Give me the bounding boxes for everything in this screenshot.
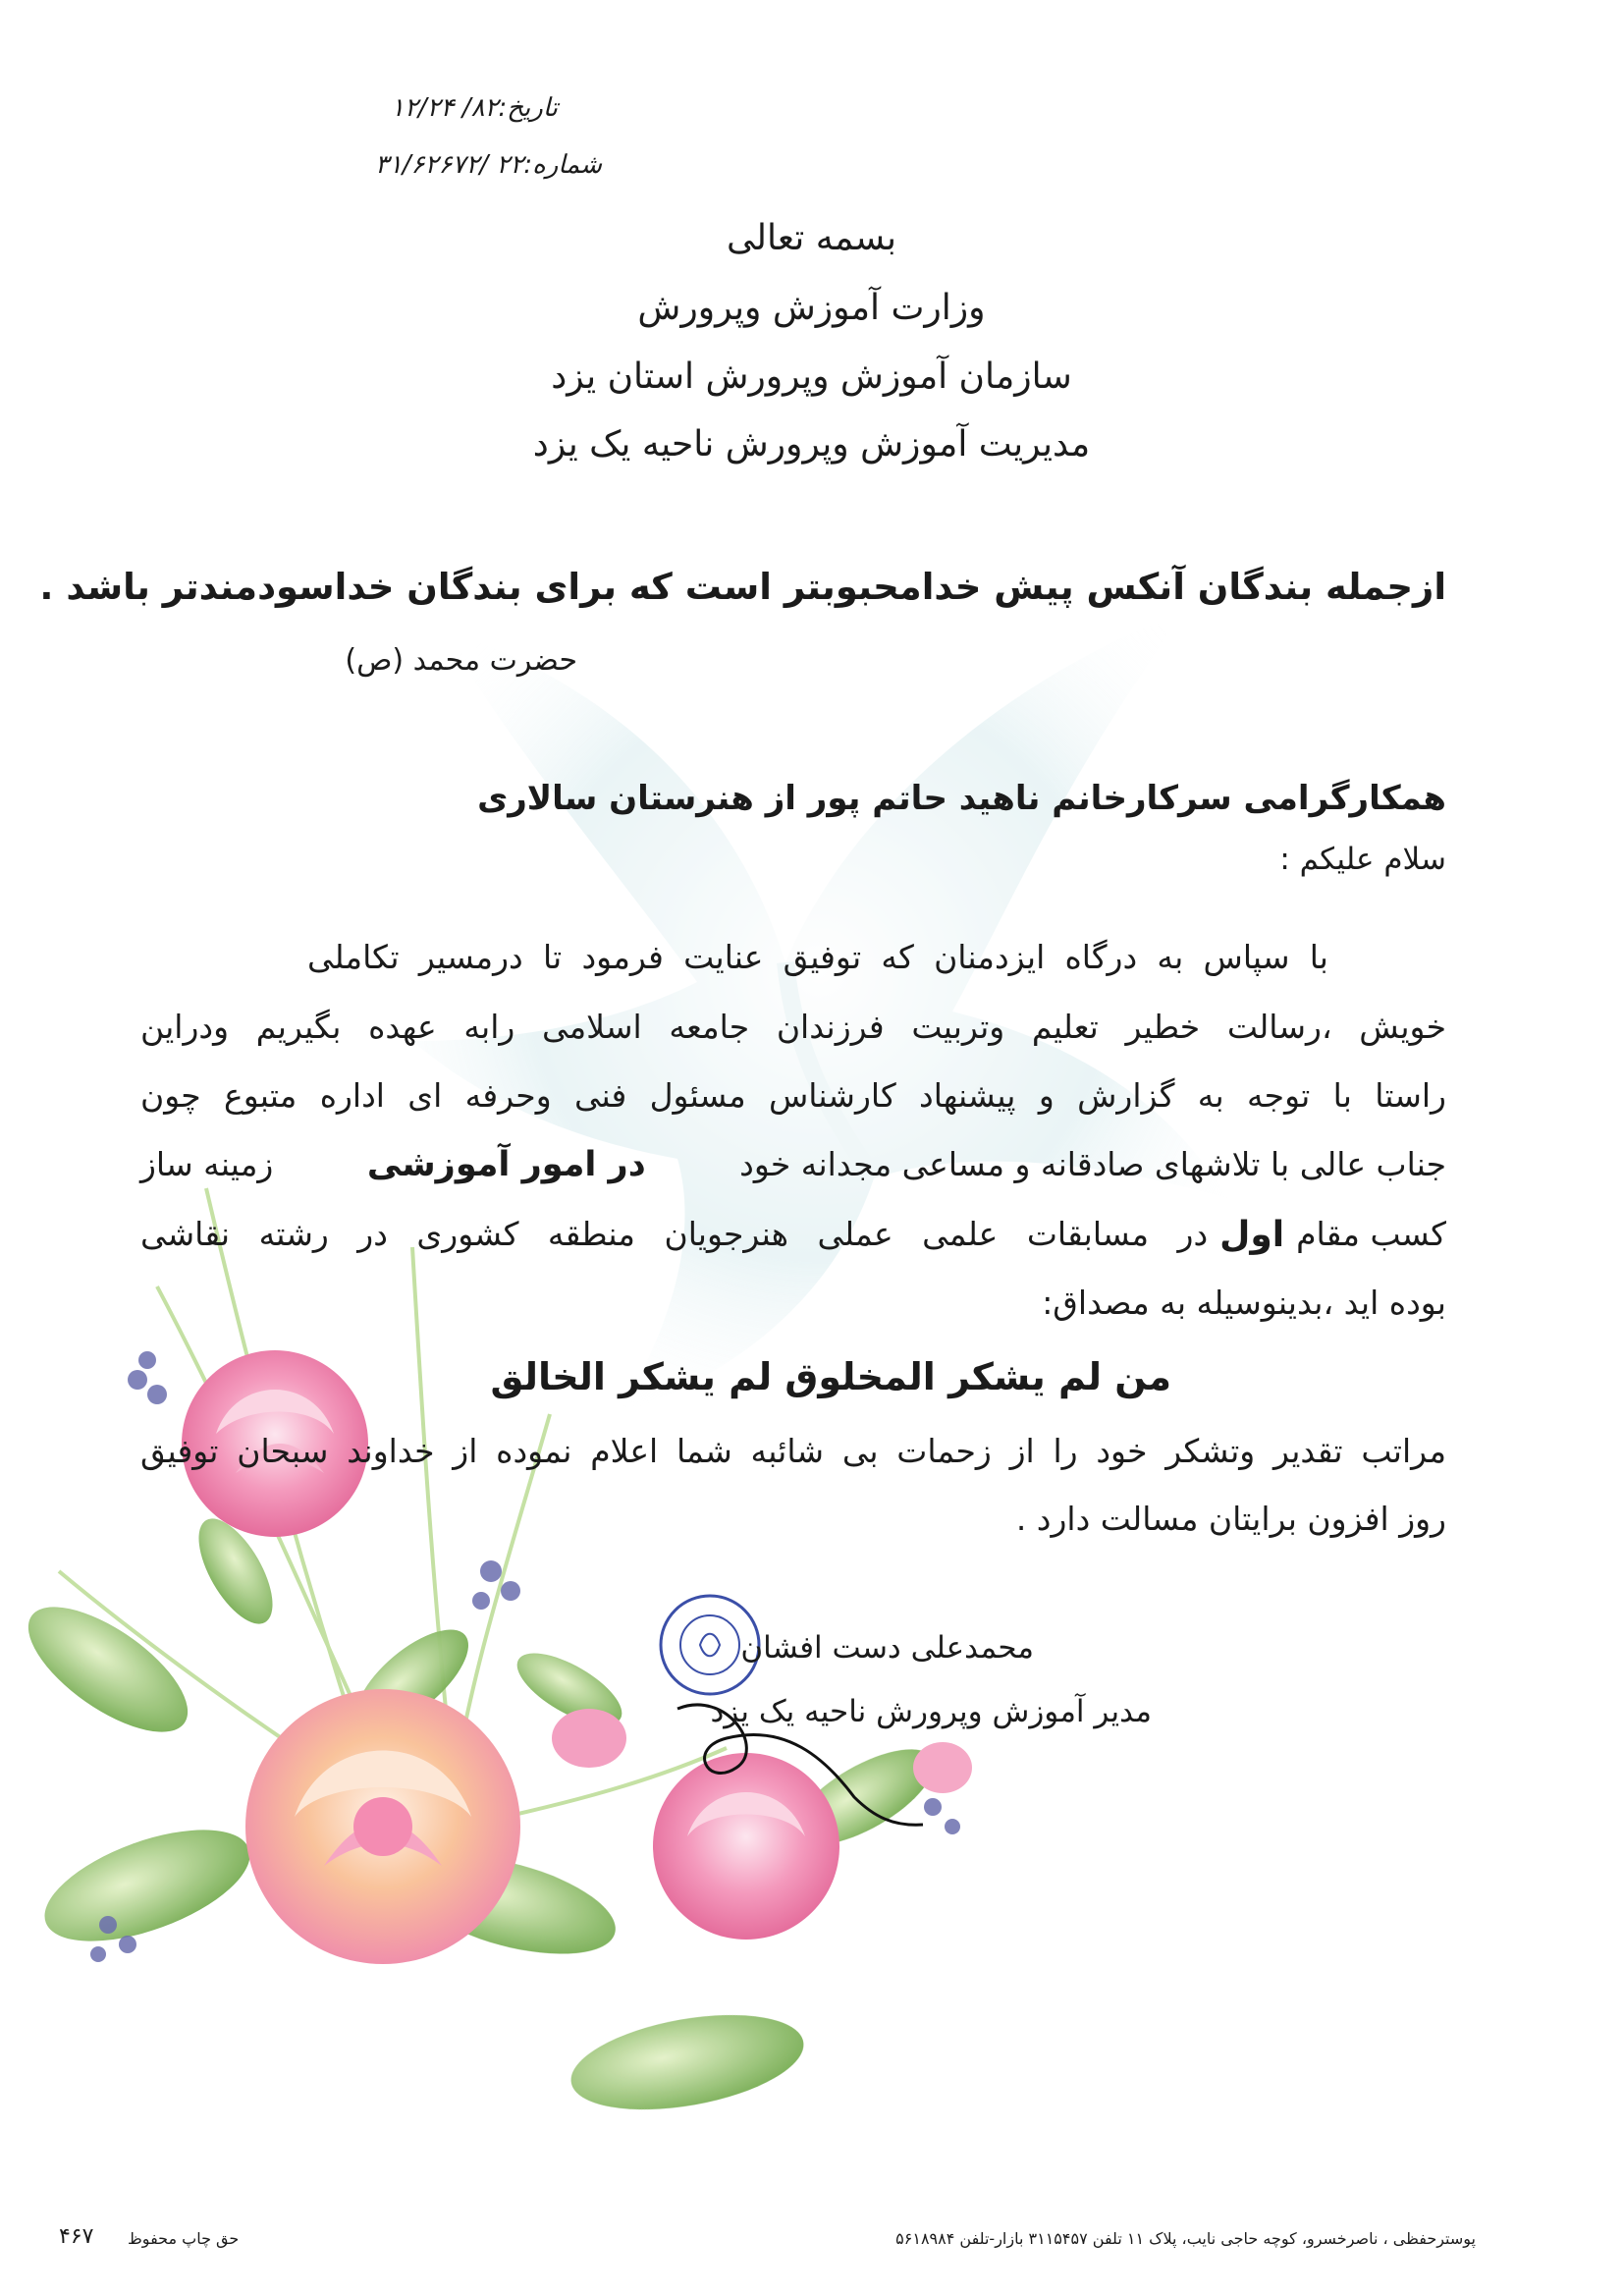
- arabic-quote: من لم یشکر المخلوق لم یشکر الخالق: [490, 1355, 1171, 1398]
- letter-date: تاریخ:۸۲/ ۱۲/۲۴: [390, 93, 558, 123]
- rank-emphasis: اول: [1219, 1215, 1285, 1255]
- printer-address: پوسترحفظی ، ناصرخسرو، کوچه حاجی نایب، پلاک ۱۱ تلفن ۳۱۱۵۴۵۷ بازار-تلفن ۵۶۱۸۹۸۴: [895, 2229, 1476, 2248]
- letter-number: شماره:۲۲ /۳۱/۶۲۶۷۲: [374, 150, 602, 180]
- field-emphasis: در امور آموزشی: [366, 1145, 646, 1184]
- directorate-name: مدیریت آموزش وپرورش ناحیه یک یزد: [532, 424, 1091, 465]
- page-number: ۴۶۷: [59, 2224, 94, 2249]
- closing-line-1: مراتب تقدیر وتشکر خود را از زحمات بی شائبه شما اعلام نموده از خداوند سبحان توفیق: [140, 1432, 1446, 1470]
- body-line-4-end: زمینه ساز: [140, 1145, 274, 1183]
- organization-name: سازمان آموزش وپرورش استان یزد: [551, 356, 1072, 397]
- body-line-5-start: کسب مقام: [1296, 1215, 1446, 1253]
- body-line-5-end: در مسابقات علمی عملی هنرجویان منطقه کشوری در رشته نقاشی: [140, 1215, 1209, 1253]
- body-line-2: خویش ،رسالت خطیر تعلیم وتربیت فرزندان جامعه اسلامی رابه عهده بگیریم ودراین: [140, 1008, 1446, 1046]
- body-line-4-start: جناب عالی با تلاشهای صادقانه و مساعی مجدانه خود: [739, 1145, 1446, 1183]
- body-line-3: راستا با توجه به گزارش و پیشنهاد کارشناس مسئول فنی وحرفه ای اداره متبوع چون: [140, 1076, 1446, 1115]
- body-line-5: [140, 1215, 1446, 1255]
- rose-center: [245, 1689, 520, 1964]
- basmala: بسمه تعالی: [726, 218, 897, 258]
- body-line-6: بوده اید ،بدینوسیله به مصداق:: [1042, 1284, 1446, 1322]
- greeting: سلام علیکم :: [1279, 842, 1446, 877]
- copyright-note: حق چاپ محفوظ: [128, 2229, 240, 2248]
- body-line-4: [140, 1145, 1446, 1184]
- hadith-source: حضرت محمد (ص): [345, 643, 577, 678]
- signatory-name: محمدعلی دست افشان: [740, 1630, 1034, 1666]
- signatory-title: مدیر آموزش وپرورش ناحیه یک یزد: [710, 1694, 1152, 1729]
- hadith-quote: ازجمله بندگان آنکس پیش خدامحبوبتر است که برای بندگان خداسودمندتر باشد .: [39, 566, 1446, 608]
- closing-line-2: روز افزون برایتان مسالت دارد .: [1015, 1500, 1446, 1538]
- ministry-name: وزارت آموزش وپرورش: [637, 288, 986, 328]
- addressee: همکارگرامی سرکارخانم ناهید حاتم پور از هنرستان سالاری: [477, 779, 1446, 818]
- body-line-1: با سپاس به درگاه ایزدمنان که توفیق عنایت فرمود تا درمسیر تکاملی: [307, 938, 1328, 976]
